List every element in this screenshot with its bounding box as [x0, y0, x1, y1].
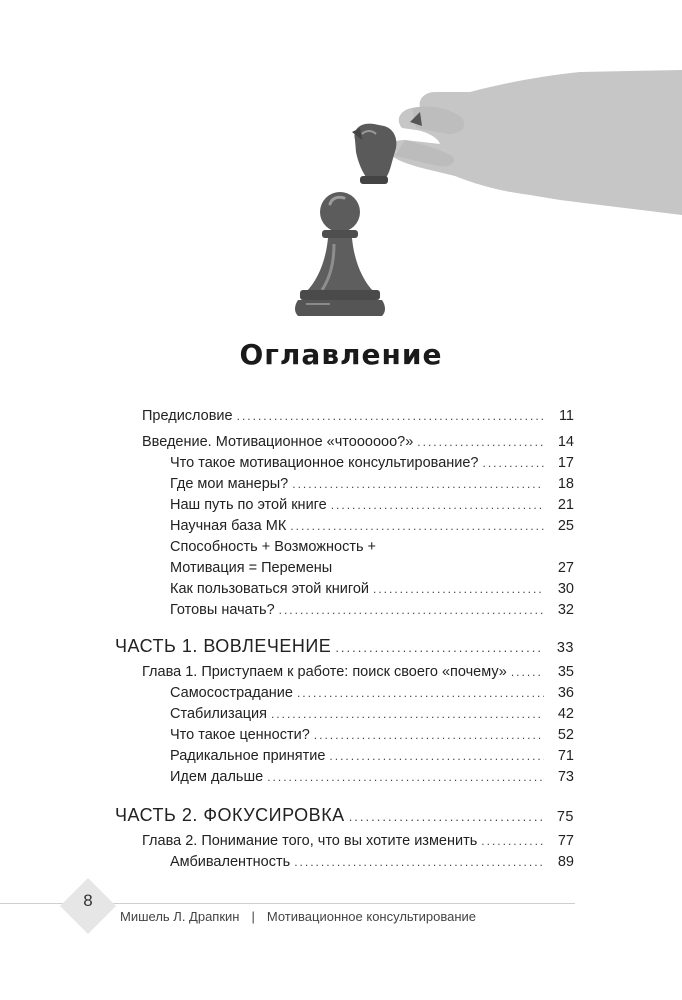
toc-leader-dots [290, 519, 544, 533]
footer-author: Мишель Л. Драпкин [120, 909, 240, 924]
toc-leader-dots [511, 665, 544, 679]
toc-entry-page: 73 [557, 769, 574, 785]
toc-leader-dots [314, 728, 544, 742]
toc-entry[interactable] [170, 769, 574, 785]
toc-entry-label: Глава 2. Понимание того, что вы хотите изменить [142, 833, 478, 849]
toc-entry-label: Амбивалентность [170, 854, 291, 870]
toc-leader-dots [331, 498, 544, 512]
chess-illustration [0, 0, 682, 340]
toc-leader-dots [417, 435, 544, 449]
toc-entry-page: 21 [557, 497, 574, 513]
toc-leader-dots [349, 809, 544, 824]
pawn-piece-icon [295, 192, 385, 316]
toc-entry-page: 18 [557, 476, 574, 492]
toc-leader-dots [373, 582, 544, 596]
toc-entry-page: 32 [557, 602, 574, 618]
toc-entry-line[interactable] [170, 539, 574, 555]
toc-entry[interactable] [142, 664, 574, 680]
toc-entry[interactable] [142, 434, 574, 450]
toc-entry[interactable] [170, 497, 574, 513]
toc-entry-page: 36 [557, 685, 574, 701]
toc-leader-dots [297, 686, 544, 700]
toc-entry-label: Способность + Возможность + [170, 539, 377, 555]
toc-entry[interactable] [142, 833, 574, 849]
toc-entry-label: Стабилизация [170, 706, 267, 722]
toc-part-label: ЧАСТЬ 2. ФОКУСИРОВКА [115, 805, 345, 825]
toc-entry[interactable] [170, 518, 574, 534]
toc-entry-label: Научная база МК [170, 518, 287, 534]
toc-leader-dots [237, 409, 544, 423]
toc-entry-page: 17 [557, 455, 574, 471]
toc-entry[interactable] [142, 408, 574, 424]
toc-leader-dots [481, 834, 544, 848]
toc-entry-label: Где мои манеры? [170, 476, 289, 492]
page-title: Оглавление [239, 338, 443, 371]
footer-separator: | [251, 909, 255, 924]
toc-entry-page: 89 [557, 854, 574, 870]
toc-entry-page: 52 [557, 727, 574, 743]
toc-leader-dots [271, 707, 544, 721]
toc-entry[interactable] [170, 748, 574, 764]
toc-entry-page: 71 [557, 748, 574, 764]
toc-entry-label: Готовы начать? [170, 602, 275, 618]
toc-leader-dots [329, 749, 544, 763]
toc-entry[interactable] [170, 706, 574, 722]
toc-leader-dots [483, 456, 545, 470]
toc-entry-label: Предисловие [142, 408, 233, 424]
toc-entry-page: 30 [557, 581, 574, 597]
toc-entry[interactable] [170, 854, 574, 870]
knight-piece-icon [352, 124, 396, 184]
toc-entry-label: Как пользоваться этой книгой [170, 581, 369, 597]
toc-leader-dots [335, 640, 544, 655]
toc-entry-page: 42 [557, 706, 574, 722]
toc-entry-label: Наш путь по этой книге [170, 497, 327, 513]
toc-entry[interactable] [170, 727, 574, 743]
toc-entry-label: Что такое ценности? [170, 727, 310, 743]
page-number: 8 [83, 891, 93, 910]
toc-entry-page: 33 [556, 640, 574, 656]
toc-entry-page: 27 [557, 560, 574, 576]
toc-entry-label: Что такое мотивационное консультирование? [170, 455, 479, 471]
footer-book-title: Мотивационное консультирование [266, 909, 477, 924]
toc-entry-label: Радикальное принятие [170, 748, 326, 764]
toc-entry-page: 75 [556, 809, 574, 825]
toc-entry-page: 14 [557, 434, 574, 450]
hand-icon [388, 70, 682, 215]
toc-entry[interactable] [170, 581, 574, 597]
toc-entry-page: 77 [557, 833, 574, 849]
toc-entry-label: Глава 1. Приступаем к работе: поиск своего «почему» [142, 664, 507, 680]
toc-entry-label: Идем дальше [170, 769, 264, 785]
toc-leader-dots [267, 770, 544, 784]
toc-entry-label: Самосострадание [170, 685, 293, 701]
running-footer [120, 909, 476, 924]
toc-entry[interactable] [170, 602, 574, 618]
toc-entry-label: Мотивация = Перемены [170, 560, 333, 576]
toc-entry-page: 25 [557, 518, 574, 534]
toc-leader-dots [292, 477, 544, 491]
toc-entry[interactable] [170, 476, 574, 492]
toc-part-entry[interactable] [115, 636, 574, 657]
toc-entry-label: Введение. Мотивационное «чтоооооо?» [142, 434, 414, 450]
toc-leader-dots [294, 855, 544, 869]
toc-entry-page: 35 [557, 664, 574, 680]
toc-entry[interactable] [170, 685, 574, 701]
toc-entry-page: 11 [558, 408, 574, 424]
toc-entry[interactable] [170, 560, 574, 576]
toc-part-entry[interactable] [115, 805, 574, 826]
toc-entry[interactable] [170, 455, 574, 471]
toc-leader-dots [279, 603, 544, 617]
toc-part-label: ЧАСТЬ 1. ВОВЛЕЧЕНИЕ [115, 636, 332, 656]
